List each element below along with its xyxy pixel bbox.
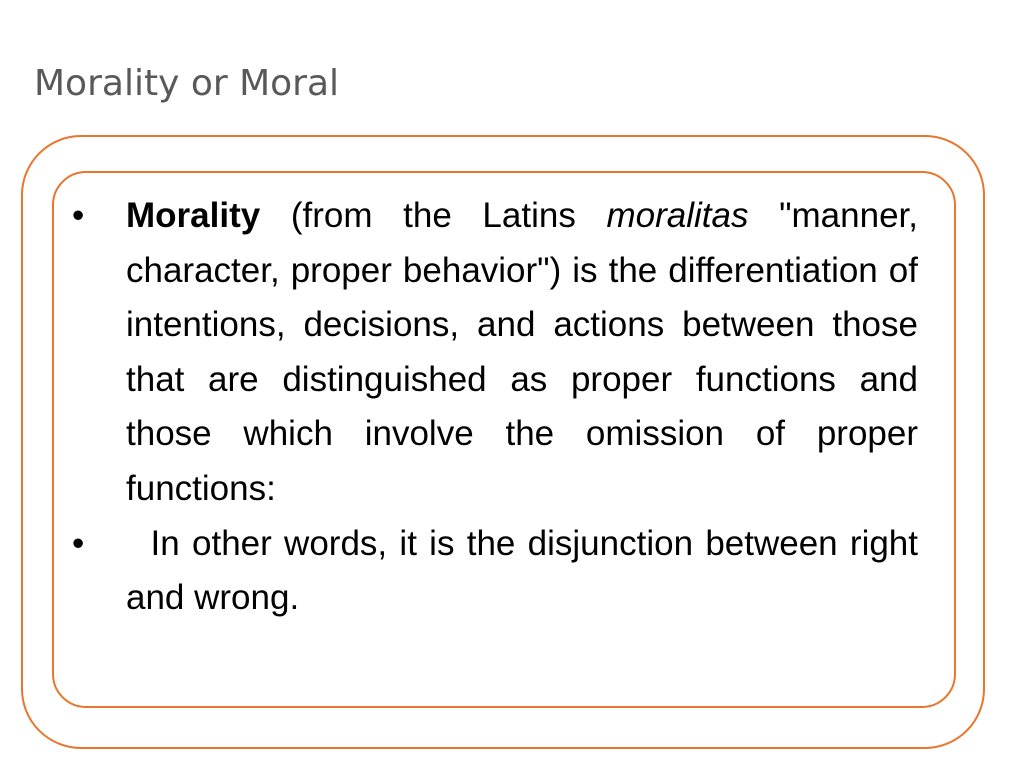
bullet-item-definition <box>72 189 918 517</box>
term-morality: Morality <box>126 196 261 235</box>
bullet-list <box>72 189 918 626</box>
bullet-text: In other words, it is the disjunction between right and wrong. <box>126 523 918 618</box>
text-before-latin: (from the Latins <box>260 196 607 235</box>
slide-title: Morality or Moral <box>34 63 340 104</box>
text-after-latin: "manner, character, proper behavior") is the differentiation of intentions, decisions, and actions between those that are distinguished as proper functions and those which involve the omission of proper functions: <box>126 196 918 508</box>
bullet-icon: • <box>72 196 85 235</box>
bullet-item-other-words <box>72 517 918 626</box>
bullet-icon: • <box>72 523 85 563</box>
latin-word: moralitas <box>606 196 749 235</box>
